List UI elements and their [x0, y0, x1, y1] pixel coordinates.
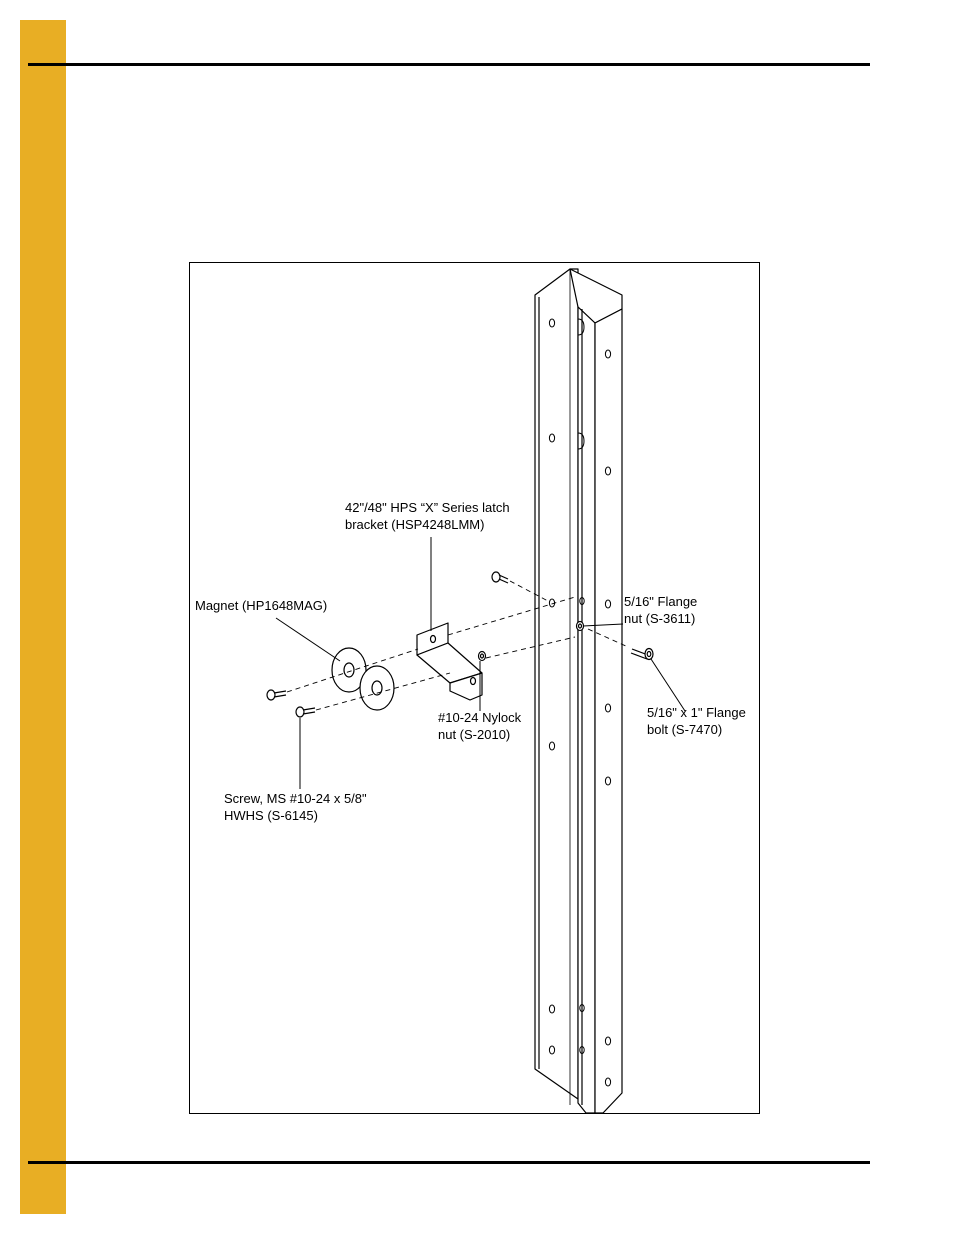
screw-callout-line2: HWHS (S-6145) — [224, 808, 318, 823]
nylock-nut-callout-line1: #10-24 Nylock — [438, 710, 522, 725]
nylock-nut-callout-line2: nut (S-2010) — [438, 727, 511, 742]
assembly-drawing — [190, 263, 759, 1113]
post-channel — [535, 269, 622, 1113]
bottom-rule — [28, 1161, 870, 1164]
screws — [267, 690, 315, 717]
magnet-callout-line1: Magnet (HP1648MAG) — [195, 598, 328, 613]
screw-callout — [224, 790, 367, 824]
screw-callout-line1: Screw, MS #10-24 x 5/8" — [224, 791, 367, 806]
flange-bolt-callout-line2: bolt (S-7470) — [647, 722, 723, 737]
accent-side-bar — [20, 20, 66, 1214]
top-rule — [28, 63, 870, 66]
magnets — [332, 648, 394, 710]
top-bolt — [492, 572, 508, 583]
flange-nut — [577, 622, 584, 631]
flange-nut-callout-line1: 5/16" Flange — [624, 594, 698, 609]
flange-bolt — [631, 649, 653, 660]
latch-bracket-callout — [345, 499, 510, 533]
flange-nut-callout-line2: nut (S-3611) — [624, 611, 696, 626]
assembly-figure — [189, 262, 760, 1114]
nylock-nut-callout — [438, 709, 521, 743]
flange-bolt-callout — [647, 704, 746, 738]
latch-bracket-callout-line2: bracket (HSP4248LMM) — [345, 517, 485, 532]
flange-nut-callout — [624, 593, 697, 627]
nylock-nut — [479, 652, 486, 661]
flange-bolt-callout-line1: 5/16" x 1" Flange — [647, 705, 746, 720]
latch-bracket-callout-line1: 42"/48" HPS “X” Series latch — [345, 500, 510, 515]
magnet-callout — [195, 597, 327, 614]
